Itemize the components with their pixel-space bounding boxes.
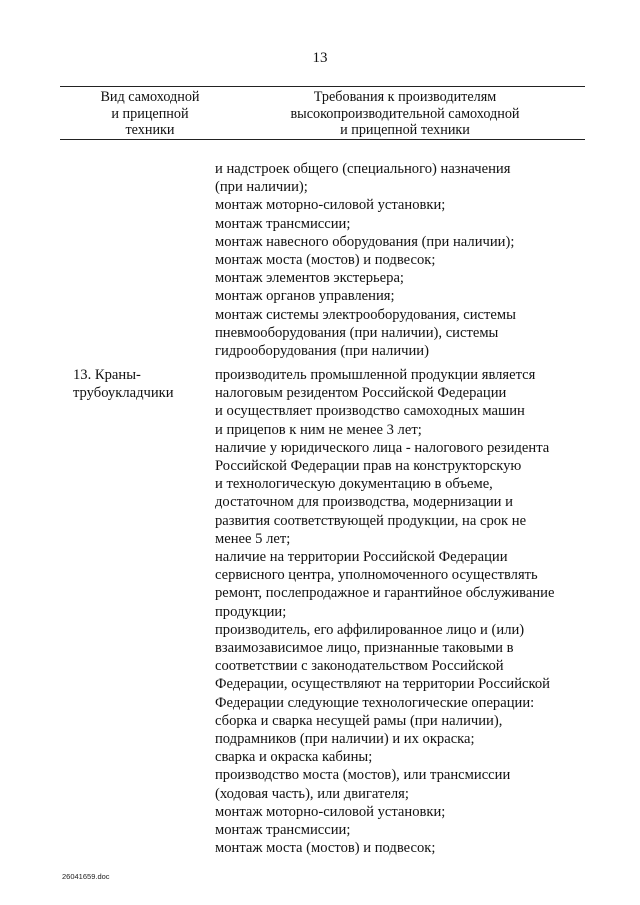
row-13-vehicle-type xyxy=(73,366,174,402)
header-text-line: и прицепной техники xyxy=(340,122,470,138)
text-line: взаимозависимое лицо, признанные таковыми в xyxy=(215,640,514,657)
header-text-line: высокопроизводительной самоходной xyxy=(290,105,520,122)
text-line: монтаж моста (мостов) и подвесок; xyxy=(215,840,436,857)
text-line: и прицепов к ним не менее 3 лет; xyxy=(215,421,422,438)
text-line: производитель промышленной продукции является xyxy=(215,367,536,383)
text-line: ремонт, послепродажное и гарантийное обслуживание xyxy=(215,585,555,602)
text-line: монтаж моторно-силовой установки; xyxy=(215,803,446,820)
text-line: подрамников (при наличии) и их окраска; xyxy=(215,731,475,748)
text-line: сборка и сварка несущей рамы (при наличии), xyxy=(215,712,503,729)
text-line: монтаж моста (мостов) и подвесок; xyxy=(215,252,436,269)
row-13-requirements-text xyxy=(215,366,554,857)
text-line: налоговым резидентом Российской Федерации xyxy=(215,385,507,402)
header-text-line: Вид самоходной xyxy=(100,89,200,105)
page-number: 13 xyxy=(312,50,328,66)
text-line: и технологическую документацию в объеме, xyxy=(215,476,493,493)
text-line: монтаж моторно-силовой установки; xyxy=(215,197,446,214)
text-line: сварка и окраска кабины; xyxy=(215,749,373,766)
text-line: монтаж системы электрооборудования, системы xyxy=(215,306,516,323)
column-header-requirements xyxy=(250,89,560,139)
text-line: монтаж элементов экстерьера; xyxy=(215,270,404,287)
text-line: Федерации, осуществляют на территории Российской xyxy=(215,676,550,693)
header-text-line: техники xyxy=(125,122,175,138)
text-line: развития соответствующей продукции, на срок не xyxy=(215,512,527,529)
text-line: Федерации следующие технологические операции: xyxy=(215,694,535,711)
continued-requirements-text xyxy=(215,160,516,360)
text-line: пневмооборудования (при наличии), системы xyxy=(215,324,499,341)
text-line: и осуществляет производство самоходных машин xyxy=(215,403,525,420)
header-text-line: Требования к производителям xyxy=(313,89,497,105)
text-line: производитель, его аффилированное лицо и (или) xyxy=(215,621,525,638)
text-line: наличие на территории Российской Федерации xyxy=(215,549,508,566)
text-line: производство моста (мостов), или трансмиссии xyxy=(215,767,511,784)
text-line: сервисного центра, уполномоченного осуществлять xyxy=(215,567,538,584)
header-text-line: и прицепной xyxy=(111,105,189,122)
text-line: достаточном для производства, модернизации и xyxy=(215,494,513,511)
table-header xyxy=(60,86,585,140)
text-line: менее 5 лет; xyxy=(215,530,291,547)
text-line: гидрооборудования (при наличии) xyxy=(215,343,429,360)
text-line: продукции; xyxy=(215,603,287,620)
text-line: монтаж трансмиссии; xyxy=(215,215,351,232)
text-line: трубоукладчики xyxy=(73,385,174,402)
text-line: Российской Федерации прав на конструкторскую xyxy=(215,458,522,475)
text-line: (при наличии); xyxy=(215,179,308,196)
text-line: 13. Краны- xyxy=(73,367,141,383)
text-line: (ходовая часть), или двигателя; xyxy=(215,785,409,802)
text-line: монтаж органов управления; xyxy=(215,288,395,305)
text-line: соответствии с законодательством Российской xyxy=(215,658,504,675)
document-filename: 26041659.doc xyxy=(62,872,110,881)
text-line: и надстроек общего (специального) назначения xyxy=(215,161,511,177)
column-header-vehicle-type xyxy=(75,89,225,139)
text-line: монтаж трансмиссии; xyxy=(215,822,351,839)
text-line: наличие у юридического лица - налогового резидента xyxy=(215,439,550,456)
text-line: монтаж навесного оборудования (при наличии); xyxy=(215,233,515,250)
